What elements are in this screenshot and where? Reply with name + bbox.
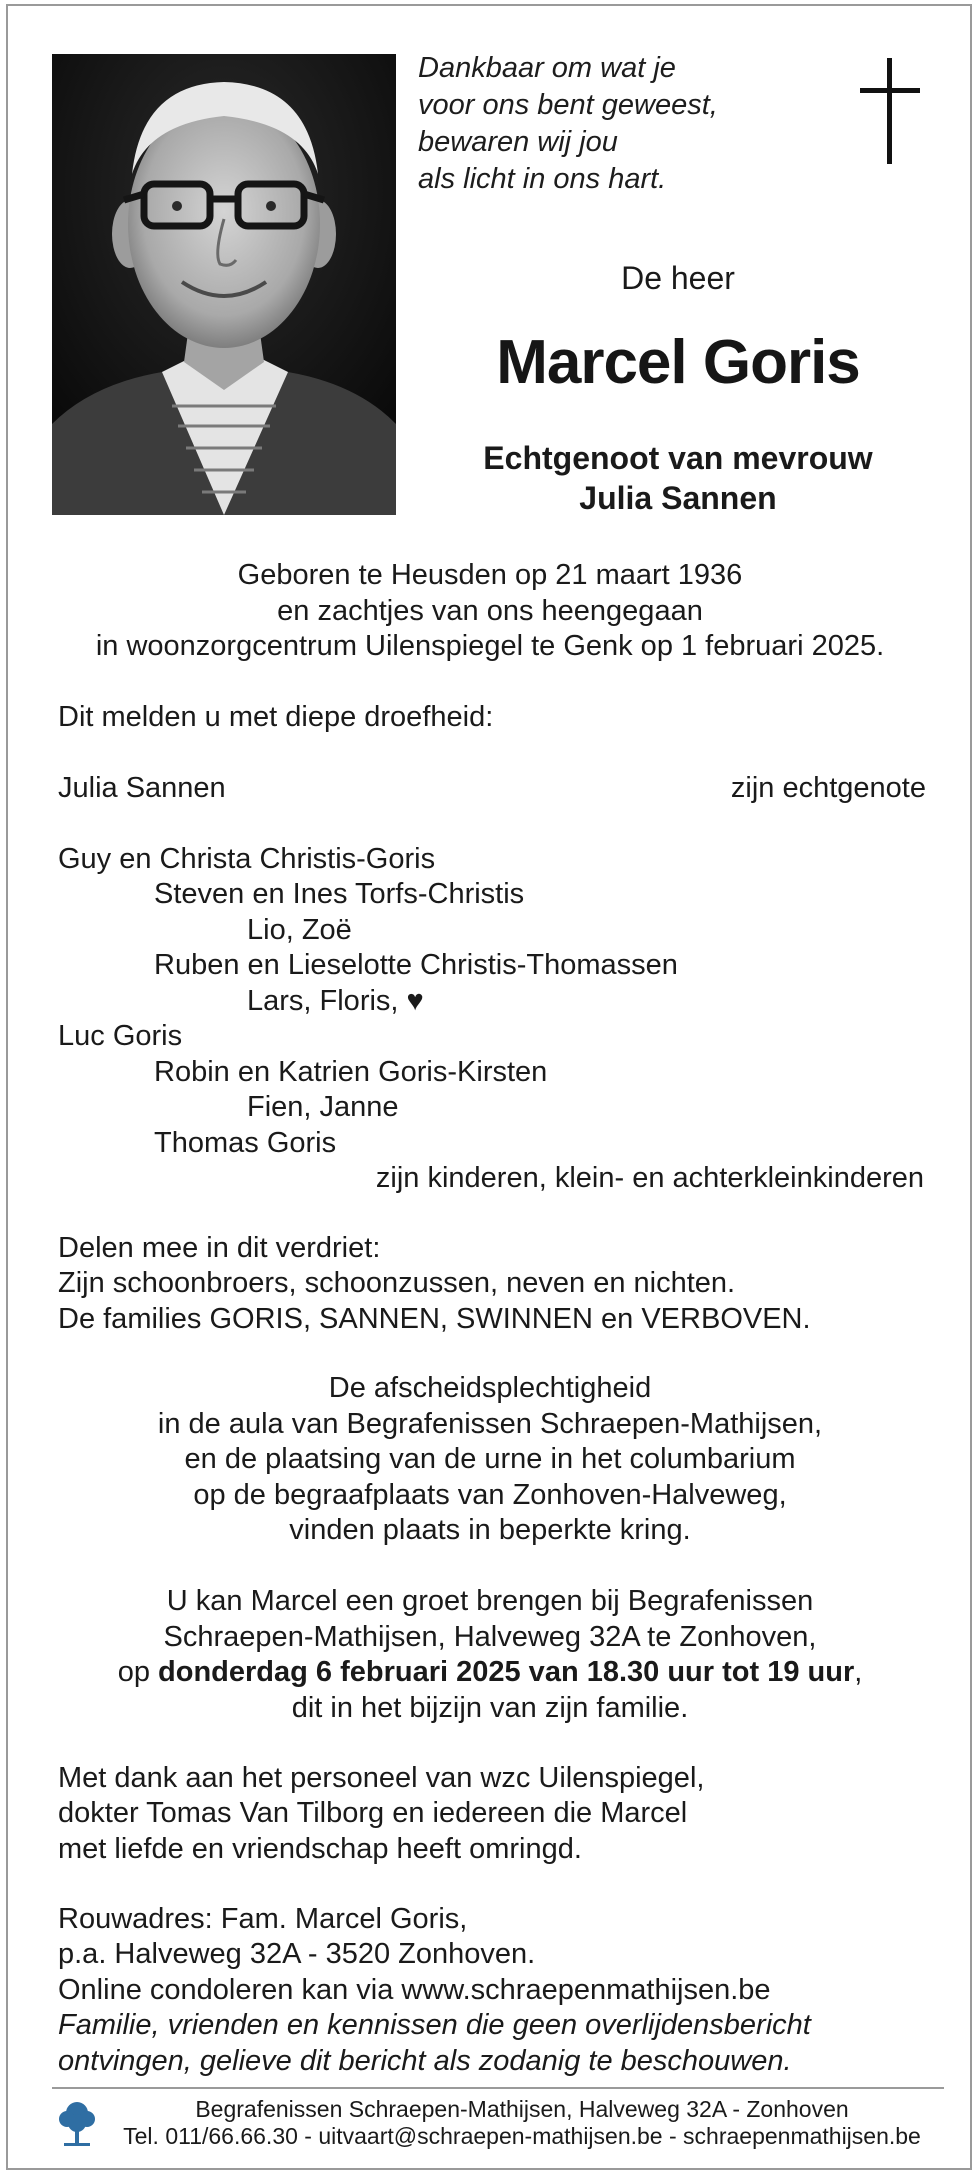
spouse-caption <box>418 438 938 518</box>
share-line: De families GORIS, SANNEN, SWINNEN en VERBOVEN. <box>58 1303 811 1335</box>
ceremony-line: in de aula van Begrafenissen Schraepen-Mathijsen, <box>157 1408 823 1440</box>
poem <box>418 50 778 198</box>
family-relation: zijn kinderen, klein- en achterkleinkinderen <box>375 1162 924 1194</box>
funeral-home-address: Begrafenissen Schraepen-Mathijsen, Halveweg 32A - Zonhoven <box>195 2096 849 2122</box>
visit-datetime: donderdag 6 februari 2025 van 18.30 uur tot 19 uur <box>158 1656 855 1688</box>
family-member: Fien, Janne <box>247 1091 399 1123</box>
ceremony-line: en de plaatsing van de urne in het columbarium <box>184 1443 796 1475</box>
condolence-link: Online condoleren kan via www.schraepenmathijsen.be <box>58 1974 771 2006</box>
death-line: en zachtjes van ons heengegaan <box>277 595 703 627</box>
deceased-name: Marcel Goris <box>496 328 860 397</box>
tree-logo-icon <box>58 2099 96 2147</box>
visit-line: U kan Marcel een groet brengen bij Begrafenissen <box>166 1585 814 1617</box>
poem-line: bewaren wij jou <box>418 126 618 158</box>
notice-line: Familie, vrienden en kennissen die geen overlijdensbericht <box>58 2009 811 2041</box>
share-line: Zijn schoonbroers, schoonzussen, neven en nichten. <box>58 1267 736 1299</box>
family-member: Thomas Goris <box>154 1127 337 1159</box>
share-heading: Delen mee in dit verdriet: <box>58 1232 381 1264</box>
visit-prefix: op <box>117 1656 159 1688</box>
funeral-home-contact: Tel. 011/66.66.30 - uitvaart@schraepen-mathijsen.be - schraepenmathijsen.be <box>123 2123 921 2149</box>
visit-date-line <box>40 1655 940 1691</box>
visit-suffix: , <box>854 1656 863 1688</box>
address-line: p.a. Halveweg 32A - 3520 Zonhoven. <box>58 1938 536 1970</box>
funeral-home-info <box>100 2096 944 2150</box>
announcement: Dit melden u met diepe droefheid: <box>58 701 494 733</box>
cross-icon <box>860 58 920 164</box>
thanks-line: met liefde en vriendschap heeft omringd. <box>58 1833 582 1865</box>
honorific: De heer <box>621 260 735 296</box>
portrait-photo <box>52 54 396 515</box>
poem-line: als licht in ons hart. <box>418 163 667 195</box>
family-member: Robin en Katrien Goris-Kirsten <box>154 1056 548 1088</box>
family-member: Steven en Ines Torfs-Christis <box>154 878 525 910</box>
birth-line: Geboren te Heusden op 21 maart 1936 <box>237 559 743 591</box>
ceremony-line: op de begraafplaats van Zonhoven-Halveweg, <box>193 1479 787 1511</box>
family-member: Luc Goris <box>58 1020 183 1052</box>
death-place-line: in woonzorgcentrum Uilenspiegel te Genk op 1 februari 2025. <box>95 630 885 662</box>
family-member: Ruben en Lieselotte Christis-Thomassen <box>154 949 678 981</box>
ceremony-line: vinden plaats in beperkte kring. <box>289 1514 691 1546</box>
family-member: Lio, Zoë <box>247 914 352 946</box>
widow-relation: zijn echtgenote <box>730 772 926 804</box>
notice-line: ontvingen, gelieve dit bericht als zodanig te beschouwen. <box>58 2045 792 2077</box>
spouse-name: Julia Sannen <box>579 480 777 516</box>
widow-name: Julia Sannen <box>58 772 226 804</box>
family-member: Lars, Floris, ♥ <box>247 985 424 1017</box>
footer-divider <box>52 2087 944 2089</box>
poem-line: voor ons bent geweest, <box>418 89 718 121</box>
ceremony-line: De afscheidsplechtigheid <box>328 1372 652 1404</box>
poem-line: Dankbaar om wat je <box>418 52 676 84</box>
family-member: Guy en Christa Christis-Goris <box>58 843 436 875</box>
thanks-line: Met dank aan het personeel van wzc Uilenspiegel, <box>58 1762 705 1794</box>
visit-line: Schraepen-Mathijsen, Halveweg 32A te Zonhoven, <box>163 1621 817 1653</box>
visit-line: dit in het bijzijn van zijn familie. <box>291 1692 689 1724</box>
spouse-line: Echtgenoot van mevrouw <box>483 440 873 476</box>
thanks-line: dokter Tomas Van Tilborg en iedereen die Marcel <box>58 1797 688 1829</box>
address-line: Rouwadres: Fam. Marcel Goris, <box>58 1903 468 1935</box>
